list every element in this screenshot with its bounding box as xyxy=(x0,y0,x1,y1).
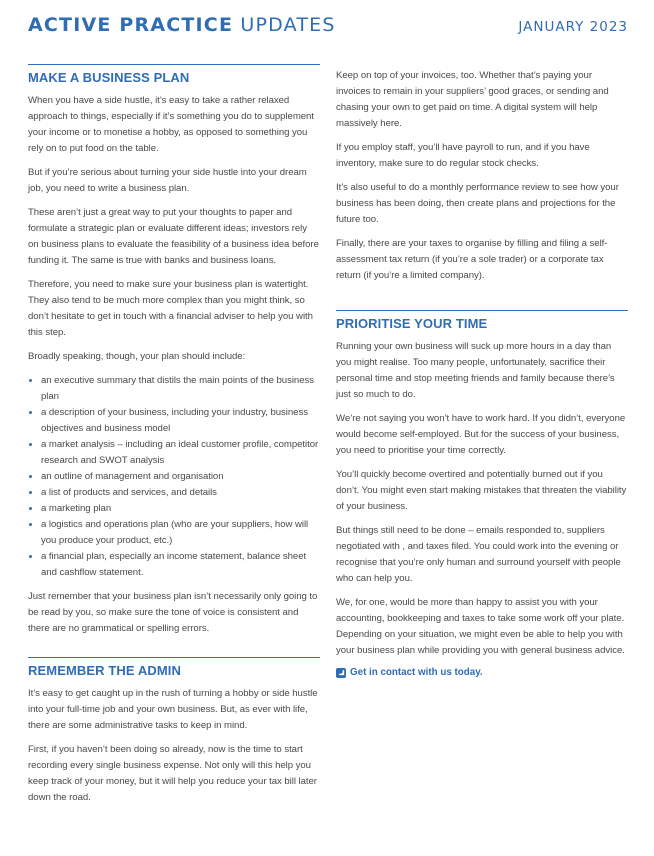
bullet-icon xyxy=(29,555,32,558)
paragraph: Therefore, you need to make sure your business plan is watertight. They also tend to be much more complex than you might think, so don’t hesitate to get in touch with a financial adviser to help you with this step. xyxy=(28,279,313,338)
section-gap xyxy=(28,645,320,657)
list-item xyxy=(28,517,320,549)
section-admin xyxy=(28,657,320,806)
section-divider xyxy=(28,64,320,65)
list-item xyxy=(28,373,320,405)
section-prioritise xyxy=(336,310,628,678)
paragraph: It’s also useful to do a monthly performance review to see how your business has been doing, then create plans and projections for the future too. xyxy=(336,182,619,225)
section-title-business-plan: MAKE A BUSINESS PLAN xyxy=(28,70,190,85)
section-title-prioritise: PRIORITISE YOUR TIME xyxy=(336,316,488,331)
paragraph: Broadly speaking, though, your plan should include: xyxy=(28,351,246,362)
paragraph: These aren’t just a great way to put your thoughts to paper and formulate a strategic plan or evaluate different ideas; investors rely on business plans to evaluate the feasibility of a business idea before funding it. The same is true with banks and business loans. xyxy=(28,207,319,266)
bullet-icon xyxy=(29,507,32,510)
bullet-icon xyxy=(29,443,32,446)
left-column xyxy=(28,64,320,814)
contact-us-link[interactable] xyxy=(336,667,628,678)
paragraph: Just remember that your business plan isn’t necessarily only going to be read by you, so make sure the tone of voice is consistent and there are no grammatical or spelling errors. xyxy=(28,591,318,634)
bullet-icon xyxy=(29,491,32,494)
section-title-admin: REMEMBER THE ADMIN xyxy=(28,663,181,678)
list-item-text: a logistics and operations plan (who are your suppliers, how will you produce your product, etc.) xyxy=(41,519,309,546)
list-item-text: a list of products and services, and details xyxy=(41,487,217,498)
list-item-text: an outline of management and organisation xyxy=(41,471,224,482)
paragraph: Running your own business will suck up more hours in a day than you might realise. Too many people, unfortunately, sacrifice their personal time and stop meeting friends and family because there’s just so much to do. xyxy=(336,341,615,400)
paragraph: When you have a side hustle, it’s easy to take a rather relaxed approach to things, especially if it’s something you do to supplement your income or to monetise a hobby, as opposed to something you rely on to put food on the table. xyxy=(28,95,314,154)
list-item xyxy=(28,549,320,581)
section-business-plan xyxy=(28,64,320,637)
bullet-icon xyxy=(29,411,32,414)
bullet-icon xyxy=(29,523,32,526)
list-item-text: a financial plan, especially an income statement, balance sheet and cashflow statement. xyxy=(41,551,307,578)
list-item-text: a marketing plan xyxy=(41,503,112,514)
section-admin-continued xyxy=(336,68,628,284)
list-item xyxy=(28,405,320,437)
list-item-text: an executive summary that distils the main points of the business plan xyxy=(41,375,314,402)
paragraph: First, if you haven’t been doing so already, now is the time to start recording every single business expense. Not only will this help you keep track of your money, but it will help you reduce your tax bill later down the road. xyxy=(28,744,317,803)
list-item-text: a market analysis – including an ideal customer profile, competitor research and SWOT analysis xyxy=(41,439,319,466)
section-gap xyxy=(336,292,628,310)
list-item xyxy=(28,501,320,517)
business-plan-checklist xyxy=(28,373,320,581)
paragraph: Finally, there are your taxes to organise by filling and filing a self-assessment tax return (if you’re a sole trader) or a corporate tax return (if you’re a limited company). xyxy=(336,238,608,281)
list-item-text: a description of your business, including your industry, business objectives and business model xyxy=(41,407,308,434)
paragraph: If you employ staff, you’ll have payroll to run, and if you have inventory, make sure to do regular stock checks. xyxy=(336,142,590,169)
paragraph: Keep on top of your invoices, too. Whether that’s paying your invoices to remain in your suppliers’ good graces, or sending and chasing your own to get paid on time. A digital system will help massively here. xyxy=(336,70,609,129)
contact-us-label[interactable]: Get in contact with us today. xyxy=(350,667,483,678)
bullet-icon xyxy=(29,475,32,478)
masthead-title-bold: ACTIVE PRACTICE xyxy=(28,14,234,36)
list-item xyxy=(28,437,320,469)
paragraph: But things still need to be done – emails responded to, suppliers negotiated with , and taxes filed. You could work into the evening or recognise that you’re only human and surround yourself with people who can help you. xyxy=(336,525,621,584)
paragraph: You’ll quickly become overtired and potentially burned out if you don’t. You might even start making mistakes that threaten the viability of your business. xyxy=(336,469,627,512)
issue-date: JANUARY 2023 xyxy=(518,19,628,35)
section-divider xyxy=(336,310,628,311)
masthead-title xyxy=(28,14,336,36)
paragraph: We, for one, would be more than happy to assist you with your accounting, bookkeeping and taxes to take some work off your plate. Depending on your situation, we might even be able to help you with your business plan while providing you with general business advice. xyxy=(336,597,625,656)
section-divider xyxy=(28,657,320,658)
bullet-icon xyxy=(29,379,32,382)
phone-icon xyxy=(336,668,346,678)
paragraph: We’re not saying you won’t have to work hard. If you didn’t, everyone would become self-employed. But for the success of your business, you need to prioritise your time correctly. xyxy=(336,413,626,456)
paragraph: It’s easy to get caught up in the rush of turning a hobby or side hustle into your full-time job and your own business. But, as ever with life, there are some administrative tasks to keep in mind. xyxy=(28,688,318,731)
paragraph: But if you’re serious about turning your side hustle into your dream job, you need to write a business plan. xyxy=(28,167,307,194)
masthead-title-light: UPDATES xyxy=(240,14,336,36)
list-item xyxy=(28,469,320,485)
newsletter-header xyxy=(28,14,628,44)
list-item xyxy=(28,485,320,501)
right-column xyxy=(336,68,628,678)
